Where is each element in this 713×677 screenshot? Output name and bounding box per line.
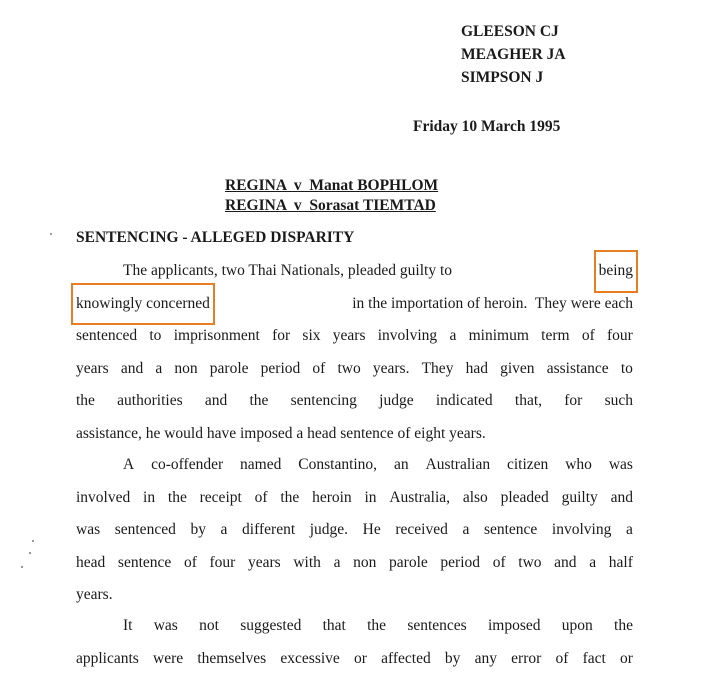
word: the — [367, 617, 387, 634]
word: authorities — [117, 392, 183, 409]
word: received — [395, 521, 448, 538]
scan-speck — [32, 540, 34, 542]
word: by — [444, 649, 461, 667]
word: A — [123, 456, 135, 473]
word: sentencing — [290, 392, 357, 409]
word: and — [610, 488, 633, 506]
word: different — [242, 521, 296, 538]
word: judge. — [309, 521, 349, 538]
word: to — [149, 327, 162, 344]
word: head — [76, 553, 106, 571]
word: involved — [76, 488, 131, 506]
word: minimum — [468, 327, 529, 344]
word: and — [204, 392, 228, 409]
word: for — [564, 392, 583, 409]
word: a — [462, 521, 470, 538]
paragraph-line — [76, 353, 633, 386]
case-title-line: REGINA v Sorasat TIEMTAD — [225, 197, 436, 214]
word: years — [76, 359, 109, 377]
word: affected — [381, 649, 431, 667]
word: of — [492, 553, 506, 571]
paragraph-line — [76, 385, 633, 418]
word: of — [555, 649, 569, 667]
paragraph-2 — [76, 449, 633, 612]
word: a — [333, 553, 341, 571]
word: indicated — [435, 392, 493, 409]
word: excessive — [280, 649, 340, 667]
case-title — [225, 176, 438, 216]
word: or — [353, 649, 367, 667]
word: sentence — [483, 521, 538, 538]
word: imprisonment — [173, 327, 260, 344]
word: a — [589, 553, 597, 571]
word: to — [620, 359, 633, 377]
line-text: in the importation of heroin. They were each — [348, 294, 633, 312]
word: involving — [377, 327, 438, 344]
word: term — [541, 327, 570, 344]
paragraph-line: years. — [76, 586, 113, 603]
word: sentence — [117, 553, 172, 571]
word: He — [362, 521, 381, 538]
word: who — [565, 456, 592, 473]
paragraph-line — [76, 482, 633, 515]
judge-name: SIMPSON J — [461, 69, 544, 86]
word: was — [153, 617, 178, 634]
word: parole — [389, 553, 428, 571]
word: a — [625, 521, 633, 538]
word: four — [209, 553, 236, 571]
word: It — [123, 617, 133, 634]
word: was — [608, 456, 633, 473]
word: a — [449, 327, 457, 344]
word: heroin — [312, 488, 352, 506]
paragraph-line: assistance, he would have imposed a head sentence of eight years. — [76, 424, 486, 442]
word: error — [511, 649, 542, 667]
word: citizen — [507, 456, 549, 473]
word: years — [248, 553, 281, 571]
scan-speck — [21, 566, 23, 568]
word: period — [260, 359, 301, 377]
line-text: The applicants, two Thai Nationals, pleaded guilty to — [123, 262, 456, 279]
word: in — [143, 488, 156, 506]
word: that — [322, 617, 346, 634]
word: receipt — [199, 488, 242, 506]
judgment-date: Friday 10 March 1995 — [413, 118, 561, 135]
paragraph-line — [76, 320, 633, 353]
word: a — [155, 359, 163, 377]
paragraph-3 — [76, 610, 633, 675]
word: two — [518, 553, 542, 571]
section-heading: SENTENCING - ALLEGED DISPARITY — [76, 229, 355, 246]
word: or — [620, 649, 633, 667]
case-title-line: REGINA v Manat BOPHLOM — [225, 177, 439, 194]
word: such — [604, 392, 633, 409]
scan-speck — [29, 552, 31, 554]
word: assistance — [546, 359, 609, 377]
paragraph-line — [76, 288, 633, 321]
word: two — [337, 359, 361, 377]
word: sentenced — [76, 327, 138, 344]
scan-speck — [50, 233, 52, 235]
word: period — [440, 553, 481, 571]
paragraph-line — [76, 547, 633, 580]
word: the — [167, 488, 187, 506]
word: Australia, — [389, 488, 451, 506]
word: fact — [582, 649, 606, 667]
word: the — [280, 488, 300, 506]
paragraph-line — [76, 449, 633, 482]
word: half — [608, 553, 633, 571]
word: and — [554, 553, 577, 571]
word: with — [293, 553, 321, 571]
paragraph-1 — [76, 255, 633, 450]
word: were — [153, 649, 184, 667]
word: an — [393, 456, 409, 473]
word: upon — [561, 617, 593, 634]
word: applicants — [76, 649, 139, 667]
word: any — [474, 649, 497, 667]
word: the — [76, 392, 95, 409]
word: non — [353, 553, 377, 571]
word: in — [364, 488, 377, 506]
word: themselves — [197, 649, 267, 667]
word: was — [76, 521, 101, 538]
word: of — [581, 327, 595, 344]
word: the — [249, 392, 269, 409]
highlighted-phrase: knowingly concerned — [76, 288, 210, 321]
word: co-offender — [151, 456, 224, 473]
word: years. — [372, 359, 410, 377]
word: Australian — [425, 456, 491, 473]
word: the — [614, 617, 633, 634]
word: named — [240, 456, 282, 473]
word: non — [174, 359, 198, 377]
word: for — [272, 327, 291, 344]
judges-list — [461, 20, 566, 89]
word: involving — [551, 521, 612, 538]
judge-name: GLEESON CJ — [461, 23, 559, 40]
word: four — [607, 327, 633, 344]
word: They — [421, 359, 454, 377]
word: a — [220, 521, 228, 538]
word: imposed — [487, 617, 541, 634]
word: of — [183, 553, 197, 571]
word: sentenced — [114, 521, 176, 538]
word: given — [500, 359, 535, 377]
word: also — [462, 488, 488, 506]
word: pleaded — [500, 488, 549, 506]
word: guilty — [561, 488, 598, 506]
paragraph-line — [76, 610, 633, 643]
paragraph-line — [76, 255, 633, 288]
word: judge — [379, 392, 414, 409]
word: not — [199, 617, 219, 634]
word: of — [254, 488, 268, 506]
paragraph-line — [76, 514, 633, 547]
word: years — [332, 327, 366, 344]
highlighted-phrase: being — [599, 255, 633, 288]
word: that, — [514, 392, 543, 409]
word: six — [302, 327, 321, 344]
word: suggested — [240, 617, 302, 634]
word: parole — [209, 359, 249, 377]
word: sentences — [407, 617, 467, 634]
word: of — [312, 359, 326, 377]
word: Constantino, — [298, 456, 378, 473]
judge-name: MEAGHER JA — [461, 46, 566, 63]
word: by — [190, 521, 206, 538]
paragraph-line — [76, 643, 633, 676]
word: had — [465, 359, 488, 377]
word: and — [120, 359, 144, 377]
